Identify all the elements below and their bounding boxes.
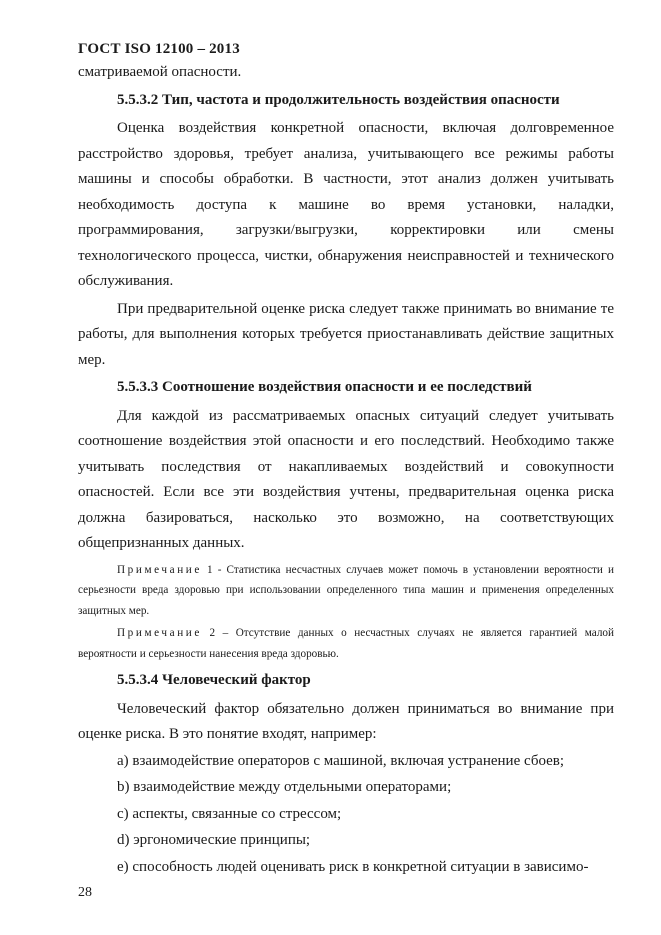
note-2 bbox=[78, 623, 614, 664]
continuation-text: сматриваемой опасности. bbox=[78, 64, 242, 80]
note-1-text: 1 - Статистика несчастных случаев может помочь в установлении вероятности и серьезности вреда здоровью при использовании определенного типа машин и применения определенных защитных мер. bbox=[78, 563, 614, 617]
heading-5-5-3-2: 5.5.3.2 Тип, частота и продолжительность воздействия опасности bbox=[117, 91, 560, 108]
standard-title: ГОСТ ISO 12100 – 2013 bbox=[78, 41, 240, 57]
list-item: a) взаимодействие операторов с машиной, включая устранение сбоев; bbox=[117, 752, 565, 769]
note-2-text: 2 – Отсутствие данных о несчастных случаях не является гарантией малой вероятности и серьезности нанесения вреда здоровью. bbox=[78, 627, 614, 660]
heading-5-5-3-3: 5.5.3.3 Соотношение воздействия опасности и ее последствий bbox=[117, 379, 532, 395]
list-item: c) аспекты, связанные со стрессом; bbox=[117, 805, 342, 822]
page-number: 28 bbox=[78, 885, 92, 900]
paragraph-5-5-3-3: Для каждой из рассматриваемых опасных ситуаций следует учитывать соотношение воздействия этой опасности и его последствий. Необходимо также учитывать последствия от накапливаемых воздействий и совокупности опасностей. Если все эти воздействия учтены, предварительная оценка риска должна базироваться, насколько это возможно, на соответствующих общепризнанных данных. bbox=[78, 407, 614, 551]
paragraph-5-5-3-4: Человеческий фактор обязательно должен приниматься во внимание при оценке риска. В это понятие входят, например: bbox=[78, 700, 614, 742]
list-item: e) способность людей оценивать риск в конкретной ситуации в зависимо- bbox=[117, 858, 589, 875]
note-1-label: Примечание bbox=[117, 563, 202, 576]
note-2-label: Примечание bbox=[117, 627, 202, 639]
paragraph-5-5-3-2-b: При предварительной оценке риска следует также принимать во внимание те работы, для выполнения которых требуется приостанавливать действие защитных мер. bbox=[78, 300, 614, 368]
body-text bbox=[78, 60, 614, 880]
paragraph-5-5-3-2-a: Оценка воздействия конкретной опасности, включая долговременное расстройство здоровья, требует анализа, учитывающего все режимы работы машины и способы обработки. В частности, этот анализ должен учитывать необходимость доступа к машине во время установки, наладки, программирования, загрузки/выгрузки, корректировки или смены технологического процесса, чистки, обнаружения неисправностей и технического обслуживания. bbox=[78, 120, 614, 289]
heading-5-5-3-4: 5.5.3.4 Человеческий фактор bbox=[117, 672, 311, 688]
note-1 bbox=[78, 560, 614, 622]
list-item: b) взаимодействие между отдельными операторами; bbox=[117, 779, 452, 795]
list-item: d) эргономические принципы; bbox=[117, 832, 311, 848]
